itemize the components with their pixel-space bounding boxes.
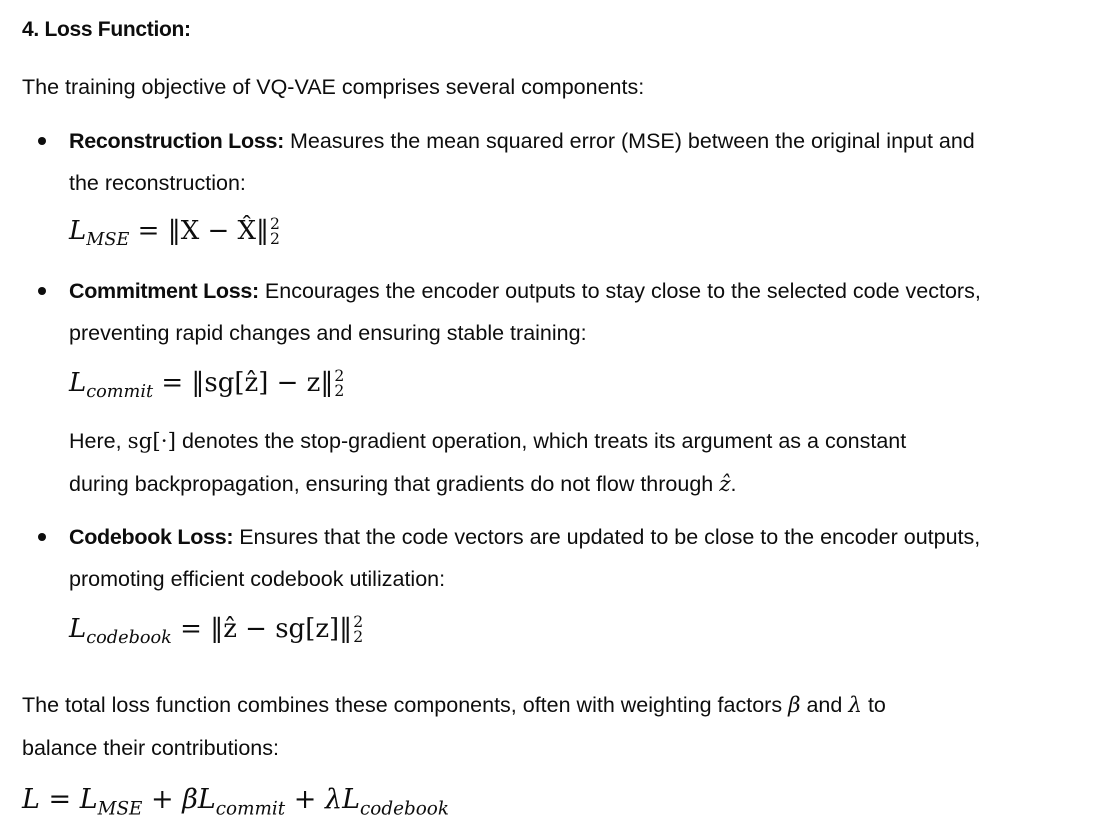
equation-total-lambda-term: + λL [285,784,361,815]
total-text: The total loss function combines these components, often with weighting factors [22,693,789,717]
lambda-symbol: λ [848,693,862,718]
beta-symbol: β [788,693,801,718]
total-text-and: and [800,693,849,717]
equation-rhs: = ‖sg[ẑ] − z‖ [161,368,334,398]
total-paragraph [22,684,886,769]
item-description-cont: promoting efficient codebook utilization: [69,567,446,591]
item-description: Encourages the encoder outputs to stay close to the selected code vectors, [258,279,981,303]
equation-total-lhs: L = L [22,784,98,815]
item-description-cont: the reconstruction: [69,171,246,195]
item-name: Codebook Loss: [69,525,234,549]
norm-sup: 2 [270,215,280,234]
norm-sup: 2 [353,613,364,632]
item-description: Ensures that the code vectors are updated to be close to the encoder outputs, [233,525,981,549]
norm-sub: 2 [270,230,280,248]
equation-mse [69,216,280,250]
norm-exponents [334,369,344,399]
equation-total-sub-commit: commit [215,798,286,820]
note-text: denotes the stop-gradient operation, which treats its argument as a constant [175,429,907,453]
list-item-reconstruction [69,120,975,204]
equation-lhs: L [69,614,87,644]
norm-sub: 2 [334,382,345,400]
note-prefix: Here, [69,429,128,453]
equation-rhs: = ‖X − X̂‖ [137,216,270,246]
bullet-icon [38,287,46,295]
equation-total [22,784,449,819]
intro-paragraph: The training objective of VQ-VAE comprises several components: [22,75,645,99]
equation-lhs-sub: MSE [86,230,130,251]
section-title: 4. Loss Function: [22,18,191,41]
note-operator: sg[·] [127,429,176,454]
norm-sub: 2 [353,628,364,646]
note-symbol: ẑ [719,472,731,497]
equation-lhs-sub: commit [86,382,154,403]
equation-total-sub-mse: MSE [97,798,143,820]
norm-exponents [353,615,363,645]
total-text-cont: balance their contributions: [22,736,279,760]
note-text-cont: during backpropagation, ensuring that gradients do not flow through [69,472,720,496]
item-description: Measures the mean squared error (MSE) between the original input and [284,129,975,153]
equation-lhs-sub: codebook [86,628,172,649]
norm-sup: 2 [334,367,345,386]
equation-total-beta-term: + βL [142,784,216,815]
norm-exponents [270,217,280,247]
equation-rhs: = ‖ẑ − sg[z]‖ [180,614,353,644]
item-name: Commitment Loss: [69,279,259,303]
item-name: Reconstruction Loss: [69,129,284,153]
bullet-icon [38,137,46,145]
equation-lhs: L [69,368,87,398]
bullet-icon [38,533,46,541]
item-description-cont: preventing rapid changes and ensuring stable training: [69,321,587,345]
equation-total-sub-codebook: codebook [360,798,449,820]
list-item-commitment [69,270,981,354]
note-end: . [730,472,737,496]
equation-codebook [69,614,363,648]
stop-gradient-note [69,420,906,506]
total-text-to: to [861,693,886,717]
list-item-codebook [69,516,980,600]
equation-lhs: L [69,216,87,246]
equation-commit [69,368,344,402]
